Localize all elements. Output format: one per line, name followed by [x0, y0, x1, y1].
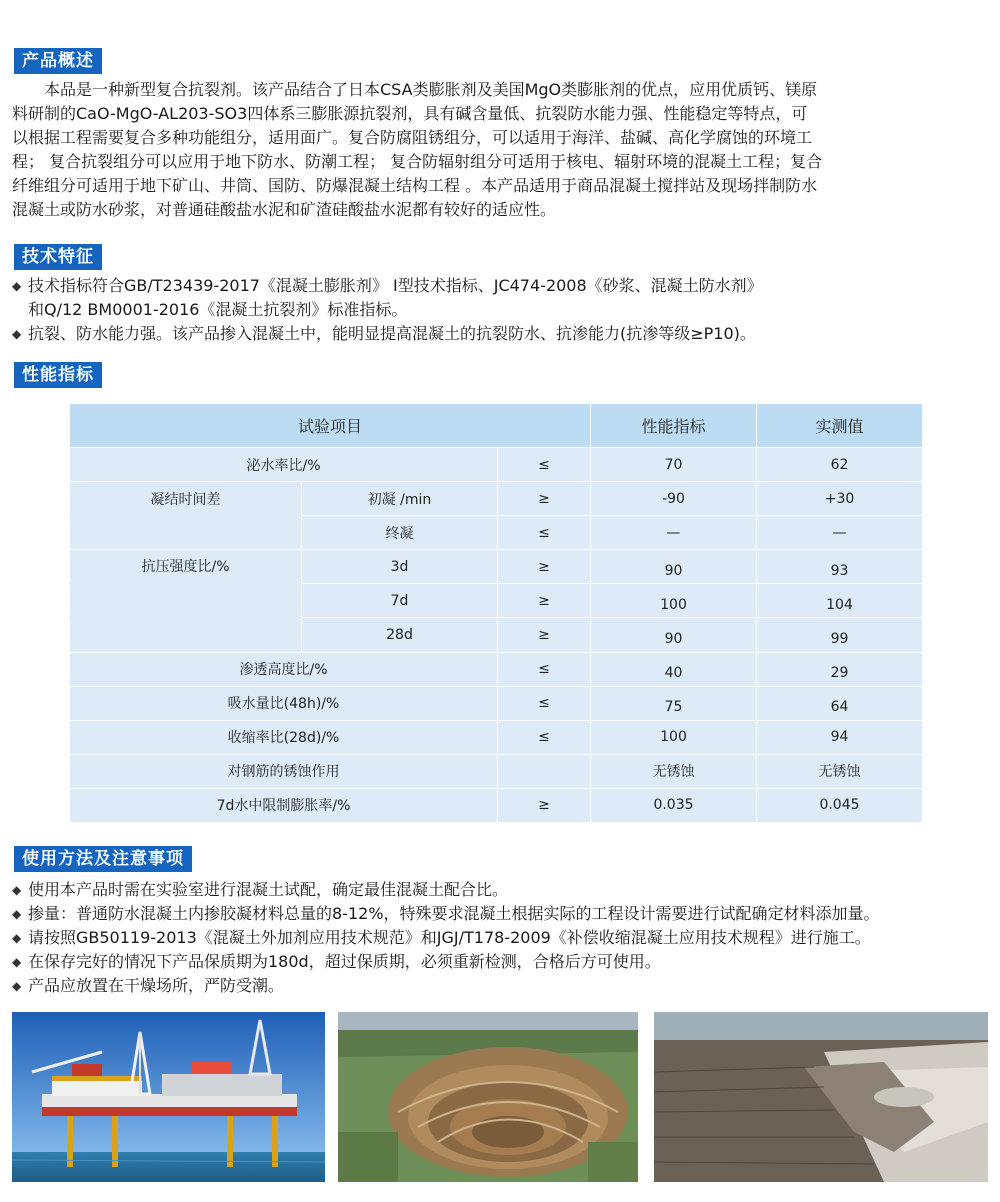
row-group-spacer: [70, 516, 302, 550]
feature-text: 技术指标符合GB/T23439-2017《混凝土膨胀剂》 I型技术指标、JC474-2008《砂浆、混凝土防水剂》: [28, 276, 763, 295]
feature-text-continued: 和Q/12 BM0001-2016《混凝土抗裂剂》标准指标。: [28, 300, 408, 319]
table-row: [70, 788, 923, 822]
row-label: 终凝: [302, 516, 498, 550]
row-group-label: 抗压强度比/%: [70, 550, 302, 584]
row-label: 初凝 /min: [302, 482, 498, 516]
diamond-bullet-icon: ◆: [12, 955, 22, 969]
usage-text: 使用本产品时需在实验室进行混凝土试配，确定最佳混凝土配合比。: [28, 880, 509, 899]
features-list: [12, 274, 992, 346]
row-index: —: [591, 516, 757, 550]
usage-list: [12, 878, 992, 998]
row-operator: ≤: [498, 720, 591, 754]
table-row: [70, 754, 923, 788]
list-item: [12, 322, 992, 346]
row-label: 28d: [302, 618, 498, 652]
row-operator: ≤: [498, 448, 591, 482]
list-item: [12, 902, 992, 926]
row-index: 100: [591, 584, 757, 618]
row-operator: ≥: [498, 482, 591, 516]
row-measured: 64: [757, 686, 923, 720]
offshore-platform-photo: [12, 1012, 325, 1182]
row-label: 收缩率比(28d)/%: [70, 720, 498, 754]
table-row: [70, 516, 923, 550]
saline-land-photo: [654, 1012, 988, 1182]
overview-line: 以根据工程需要复合多种功能组分，适用面广。复合防腐阻锈组分，可以适用于海洋、盐碱、高化学腐蚀的环境工: [12, 128, 813, 147]
overview-line: 混凝土或防水砂浆，对普通硅酸盐水泥和矿渣硅酸盐水泥都有较好的适应性。: [12, 200, 557, 219]
row-operator: ≤: [498, 686, 591, 720]
row-measured: 29: [757, 652, 923, 686]
row-group-spacer: [70, 584, 302, 618]
table-row: [70, 448, 923, 482]
row-measured: 104: [757, 584, 923, 618]
table-header-row: [70, 404, 923, 448]
overview-paragraph: [12, 78, 988, 222]
table-row: [70, 482, 923, 516]
list-item: [12, 878, 992, 902]
row-index: 0.035: [591, 788, 757, 822]
list-item: [12, 950, 992, 974]
row-measured: 62: [757, 448, 923, 482]
row-index: -90: [591, 482, 757, 516]
row-index: 无锈蚀: [591, 754, 757, 788]
row-operator: ≥: [498, 618, 591, 652]
row-group-spacer: [70, 618, 302, 652]
row-index: 70: [591, 448, 757, 482]
diamond-bullet-icon: ◆: [12, 931, 22, 945]
overview-line: 纤维组分可适用于地下矿山、井筒、国防、防爆混凝土结构工程 。本产品适用于商品混凝土搅拌站及现场拌制防水: [12, 176, 818, 195]
row-measured: 0.045: [757, 788, 923, 822]
row-operator: [498, 754, 591, 788]
performance-table: [69, 403, 923, 823]
list-item: [12, 274, 992, 298]
overview-line: 料研制的CaO-MgO-AL203-SO3四体系三膨胀源抗裂剂，具有碱含量低、抗裂防水能力强、性能稳定等特点，可: [12, 104, 808, 123]
row-measured: 99: [757, 618, 923, 652]
row-label: 7d: [302, 584, 498, 618]
open-pit-mine-photo: [338, 1012, 638, 1182]
diamond-bullet-icon: ◆: [12, 279, 22, 293]
table-row: [70, 584, 923, 618]
overview-line: 本品是一种新型复合抗裂剂。该产品结合了日本CSA类膨胀剂及美国MgO类膨胀剂的优点，应用优质钙、镁原: [12, 80, 818, 99]
row-label: 渗透高度比/%: [70, 652, 498, 686]
row-label: 泌水率比/%: [70, 448, 498, 482]
row-index: 90: [591, 550, 757, 584]
usage-text: 请按照GB50119-2013《混凝土外加剂应用技术规范》和JGJ/T178-2009《补偿收缩混凝土应用技术规程》进行施工。: [28, 928, 871, 947]
diamond-bullet-icon: ◆: [12, 907, 22, 921]
header-measured-value: 实测值: [757, 404, 923, 448]
row-index: 90: [591, 618, 757, 652]
usage-text: 产品应放置在干燥场所，严防受潮。: [28, 976, 285, 995]
diamond-bullet-icon: ◆: [12, 979, 22, 993]
table-row: [70, 618, 923, 652]
row-operator: ≤: [498, 652, 591, 686]
overview-line: 程； 复合抗裂组分可以应用于地下防水、防潮工程； 复合防辐射组分可适用于核电、辐射环境的混凝土工程；复合: [12, 152, 823, 171]
overview-heading: 产品概述: [14, 48, 102, 74]
row-measured: —: [757, 516, 923, 550]
usage-text: 在保存完好的情况下产品保质期为180d，超过保质期，必须重新检测，合格后方可使用。: [28, 952, 661, 971]
performance-heading: 性能指标: [14, 362, 102, 388]
row-operator: ≤: [498, 516, 591, 550]
row-label: 对钢筋的锈蚀作用: [70, 754, 498, 788]
row-index: 40: [591, 652, 757, 686]
row-label: 吸水量比(48h)/%: [70, 686, 498, 720]
usage-heading: 使用方法及注意事项: [14, 846, 192, 872]
row-operator: ≥: [498, 584, 591, 618]
row-measured: +30: [757, 482, 923, 516]
row-label: 3d: [302, 550, 498, 584]
usage-text: 掺量：普通防水混凝土内掺胶凝材料总量的8-12%，特殊要求混凝土根据实际的工程设计需要进行试配确定材料添加量。: [28, 904, 880, 923]
row-measured: 93: [757, 550, 923, 584]
header-test-item: 试验项目: [70, 404, 591, 448]
table-row: [70, 550, 923, 584]
list-item: [12, 974, 992, 998]
feature-text: 抗裂、防水能力强。该产品掺入混凝土中，能明显提高混凝土的抗裂防水、抗渗能力(抗渗等级≥P10)。: [28, 324, 756, 343]
row-measured: 94: [757, 720, 923, 754]
row-operator: ≥: [498, 788, 591, 822]
row-measured: 无锈蚀: [757, 754, 923, 788]
diamond-bullet-icon: ◆: [12, 327, 22, 341]
row-index: 75: [591, 686, 757, 720]
row-group-label: 凝结时间差: [70, 482, 302, 516]
row-label: 7d水中限制膨胀率/%: [70, 788, 498, 822]
diamond-bullet-icon: ◆: [12, 883, 22, 897]
table-row: [70, 686, 923, 720]
features-heading: 技术特征: [14, 244, 102, 270]
table-row: [70, 652, 923, 686]
row-operator: ≥: [498, 550, 591, 584]
list-item: [12, 926, 992, 950]
row-index: 100: [591, 720, 757, 754]
header-performance-index: 性能指标: [591, 404, 757, 448]
table-row: [70, 720, 923, 754]
